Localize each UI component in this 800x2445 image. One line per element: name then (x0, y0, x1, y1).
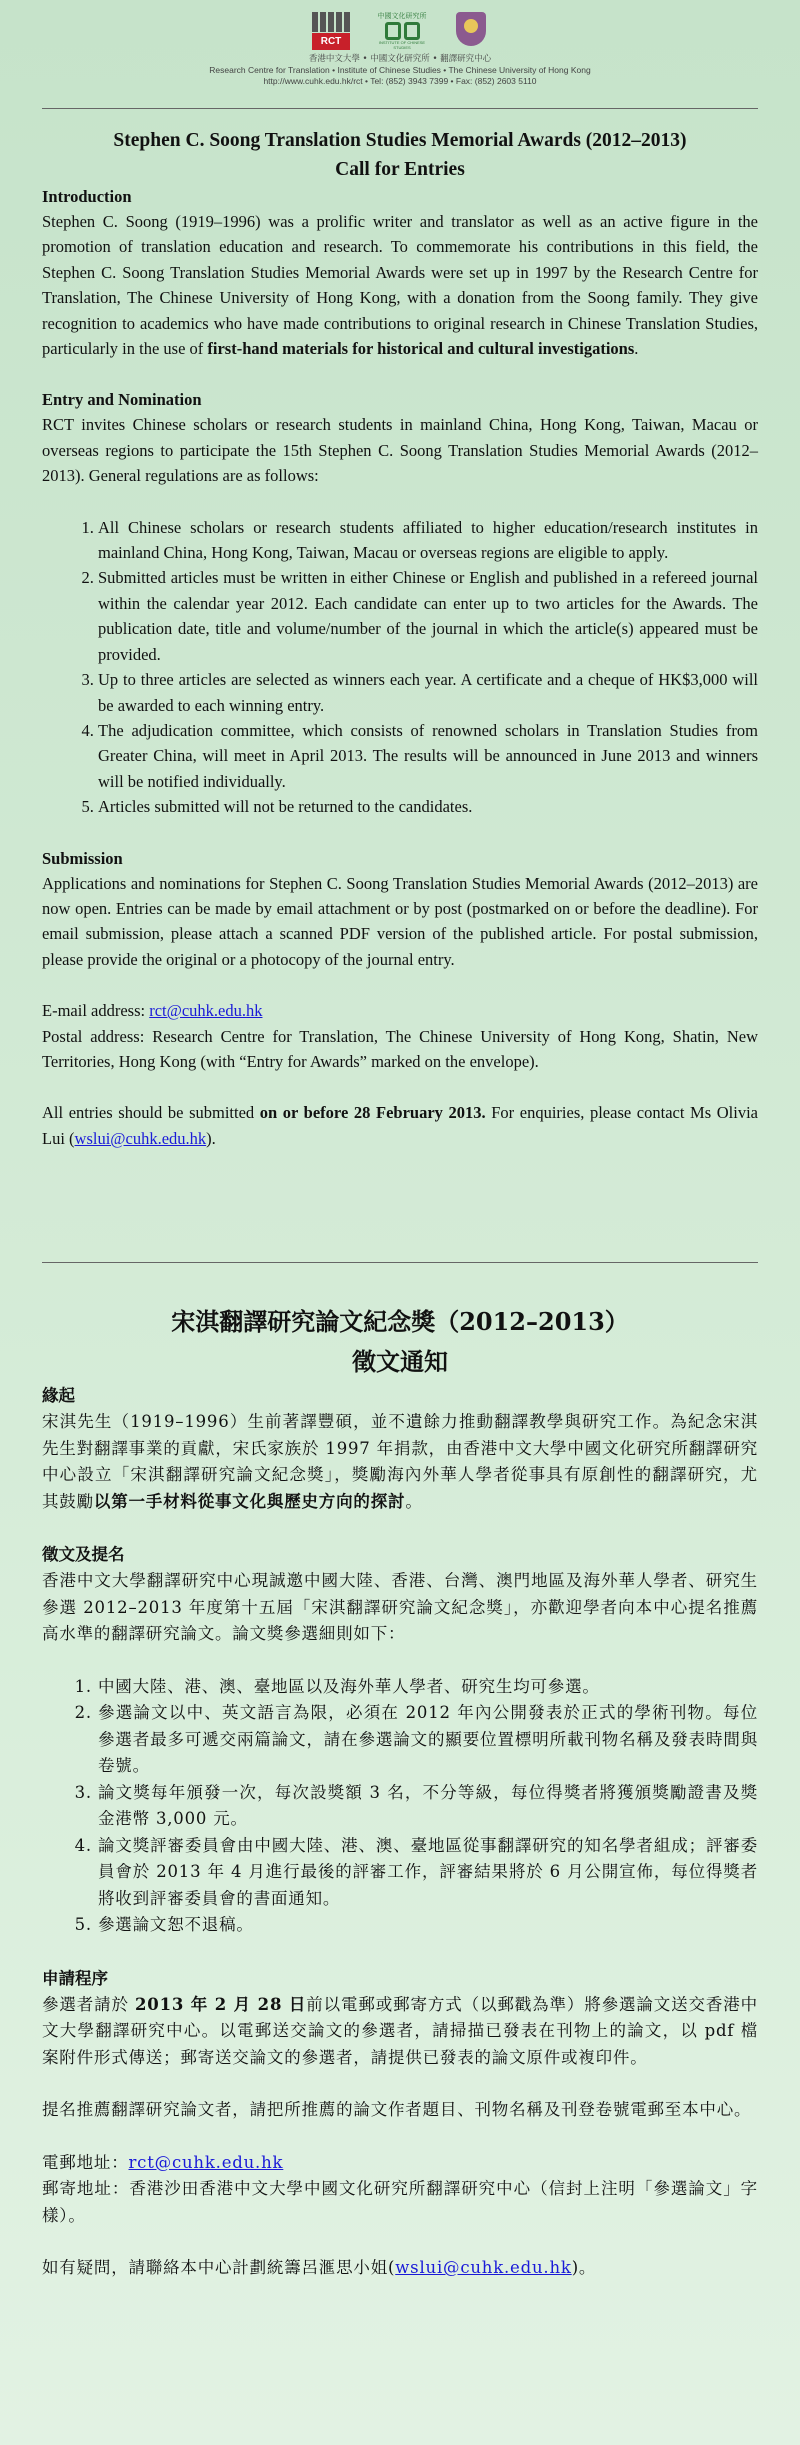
english-rule-item: 1. All Chinese scholars or research students affiliated to higher education/research institutes in mainland China, Hong Kong, Taiwan, Macau or overseas regions are eligible to apply. (98, 515, 758, 566)
chinese-procedure-paragraph: 參選者請於 2013 年 2 月 28 日前以電郵或郵寄方式（以郵戳為準）將參選論文送交香港中文大學翻譯研究中心。以電郵送交論文的參選者，請掃描已發表在刊物上的論文，以 pdf 檔案附件形式傳送；郵寄送交論文的參選者，請提供已發表的論文原件或複印件。 (42, 1994, 758, 2067)
english-rules-list (42, 515, 758, 820)
chinese-rule-item: 4. 論文獎評審委員會由中國大陸、港、澳、臺地區從事翻譯研究的知名學者組成；評審委員會於 2013 年 4 月進行最後的評審工作，評審結果將於 6 月公開宣佈，每位得獎者將收到評審委員會的書面通知。 (98, 1833, 758, 1913)
header-contact-line: http://www.cuhk.edu.hk/rct • Tel: (852) 3943 7399 • Fax: (852) 2603 5110 (263, 76, 537, 86)
chinese-rule-item: 3. 論文獎每年頒發一次，每次設獎額 3 名，不分等級，每位得獎者將獲頒獎勵證書及獎金港幣 3,000 元。 (98, 1780, 758, 1833)
chinese-email-line: 電郵地址：rct@cuhk.edu.hk (42, 2152, 284, 2172)
english-rule-item: 5. Articles submitted will not be returned to the candidates. (98, 794, 758, 819)
header-zh-line: 香港中文大學 • 中國文化研究所 • 翻譯研究中心 (308, 54, 492, 64)
logo-row (0, 12, 800, 54)
english-rule-item: 2. Submitted articles must be written in either Chinese or English and published in a refereed journal within the calendar year 2012. Each candidate can enter up to two articles for the Awards. The publication date, title and volume/number of the journal in which the article(s) appeared must be provided. (98, 565, 758, 667)
english-title-line2: Call for Entries (335, 159, 465, 180)
chinese-contact-paragraph: 如有疑問，請聯絡本中心計劃統籌呂滙思小姐(wslui@cuhk.edu.hk)。 (42, 2258, 597, 2277)
english-title-line1: Stephen C. Soong Translation Studies Memorial Awards (2012–2013) (113, 130, 687, 151)
chinese-entry-paragraph: 香港中文大學翻譯研究中心現誠邀中國大陸、香港、台灣、澳門地區及海外華人學者、研究生參選 2012–2013 年度第十五屆「宋淇翻譯研究論文紀念獎」，亦歡迎學者向本中心提名推薦高水準的翻譯研究論文。論文獎參選細則如下： (42, 1571, 758, 1643)
english-submission-paragraph: Applications and nominations for Stephen C. Soong Translation Studies Memorial Awards (2012–2013) are now open. Entries can be made by email attachment or by post (postmarked on or before the deadline). For email submission, please attach a scanned PDF version of the published article. For postal submission, please provide the original or a photocopy of the journal entry. (42, 873, 758, 969)
contact-email-link-zh[interactable]: wslui@cuhk.edu.hk (395, 2258, 572, 2277)
english-intro-heading: Introduction (42, 187, 132, 206)
english-rule-item: 4. The adjudication committee, which consists of renowned scholars in Translation Studies from Greater China, will meet in April 2013. The results will be announced in June 2013 and winners will be notified individually. (98, 718, 758, 794)
ics-logo-top: 中國文化研究所 (377, 12, 427, 20)
contact-email-link[interactable]: wslui@cuhk.edu.hk (74, 1128, 207, 1148)
chinese-title-line1: 宋淇翻譯研究論文紀念獎（2012–2013） (171, 1307, 629, 1336)
chinese-procedure-heading: 申請程序 (42, 1968, 108, 1988)
english-entry-paragraph: RCT invites Chinese scholars or research students in mainland China, Hong Kong, Taiwan, Macau or overseas regions to participate the 15th Stephen C. Soong Translation Studies Memorial Awards (2012–2013). General regulations are as follows: (42, 415, 758, 486)
english-postal-address: Postal address: Research Centre for Translation, The Chinese University of Hong Kong, Shatin, New Territories, Hong Kong (with “Entry for Awards” marked on the envelope). (42, 1026, 758, 1071)
english-deadline-bold: on or before 28 February 2013. (259, 1103, 486, 1123)
english-section (42, 126, 758, 1151)
english-intro-bold: first-hand materials for historical and cultural investigations (207, 339, 635, 359)
chinese-entry-heading: 徵文及提名 (42, 1545, 125, 1564)
chinese-rule-item: 2. 參選論文以中、英文語言為限，必須在 2012 年內公開發表於正式的學術刊物。每位參選者最多可遞交兩篇論文，請在參選論文的顯要位置標明所載刊物名稱及發表時間與卷號。 (98, 1700, 758, 1780)
chinese-intro-heading: 緣起 (42, 1386, 75, 1405)
ics-logo (372, 12, 432, 52)
rct-email-link[interactable]: rct@cuhk.edu.hk (149, 1001, 263, 1021)
section-divider (42, 1262, 758, 1263)
chinese-rule-item: 5. 參選論文恕不退稿。 (98, 1912, 758, 1939)
chinese-nominate-paragraph: 提名推薦翻譯研究論文者，請把所推薦的論文作者題目、刊物名稱及刊登卷號電郵至本中心。 (42, 2100, 752, 2119)
header-divider (42, 108, 758, 109)
english-deadline-paragraph: All entries should be submitted on or before 28 February 2013. For enquiries, please contact Ms Olivia Lui (wslui@cuhk.edu.hk). (42, 1103, 758, 1148)
english-email-line: E-mail address: rct@cuhk.edu.hk (42, 1001, 263, 1021)
cuhk-crest-logo (454, 12, 488, 50)
english-intro-paragraph: Stephen C. Soong (1919–1996) was a prolific writer and translator as well as an active figure in the promotion of translation education and research. To commemorate his contributions in this field, the Stephen C. Soong Translation Studies Memorial Awards were set up in 1997 by the Research Centre for Translation, The Chinese University of Hong Kong, with a donation from the Soong family. They give recognition to academics who have made contributions to original research in Chinese Translation Studies, particularly in the use of first-hand materials for historical and cultural investigations. (42, 212, 758, 359)
english-submission-heading: Submission (42, 848, 123, 868)
chinese-title-line2: 徵文通知 (352, 1347, 448, 1376)
header-en-line: Research Centre for Translation • Institute of Chinese Studies • The Chinese University of Hong Kong (209, 65, 591, 75)
chinese-procedure-bold: 2013 年 2 月 28 日 (135, 1994, 307, 2014)
rct-logo (312, 12, 350, 50)
rct-logo-text: RCT (312, 33, 350, 50)
chinese-section (42, 1302, 758, 2282)
english-rule-item: 3. Up to three articles are selected as winners each year. A certificate and a cheque of HK$3,000 will be awarded to each winning entry. (98, 667, 758, 718)
chinese-intro-bold: 以第一手材料從事文化與歷史方向的探討 (93, 1491, 406, 1511)
letterhead (0, 12, 800, 87)
english-entry-heading: Entry and Nomination (42, 390, 202, 410)
chinese-rule-item: 1. 中國大陸、港、澳、臺地區以及海外華人學者、研究生均可參選。 (98, 1674, 758, 1701)
chinese-intro-paragraph: 宋淇先生（1919–1996）生前著譯豐碩，並不遺餘力推動翻譯教學與研究工作。為紀念宋淇先生對翻譯事業的貢獻，宋氏家族於 1997 年捐款，由香港中文大學中國文化研究所翻譯研究中心設立「宋淇翻譯研究論文紀念獎」，獎勵海內外華人學者從事具有原創性的翻譯研究，尤其鼓勵以第一手材料從事文化與歷史方向的探討。 (42, 1412, 758, 1511)
rct-email-link-zh[interactable]: rct@cuhk.edu.hk (128, 2152, 284, 2172)
chinese-rules-list (42, 1674, 758, 1939)
chinese-postal-address: 郵寄地址：香港沙田香港中文大學中國文化研究所翻譯研究中心（信封上注明「參選論文」字樣）。 (42, 2179, 758, 2225)
ics-logo-sub: INSTITUTE OF CHINESE STUDIES (378, 40, 426, 50)
